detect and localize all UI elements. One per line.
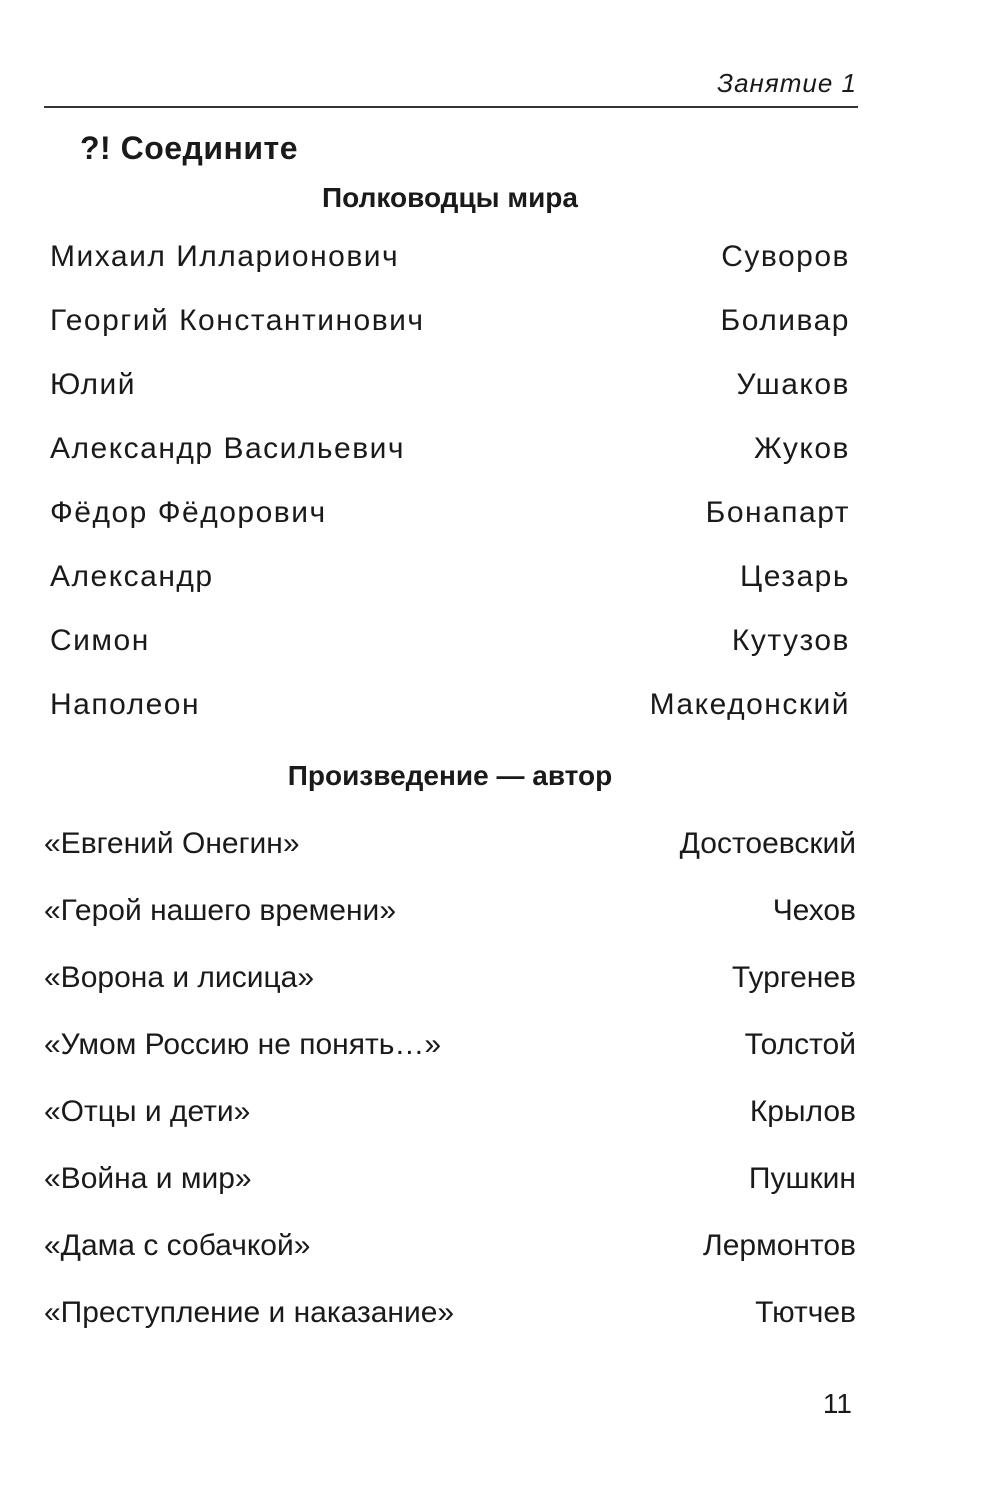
match-left-item: Юлий [50, 368, 136, 401]
match-left-item: Наполеон [50, 688, 201, 721]
match-right-item: Ушаков [736, 368, 850, 401]
match-right-item: Достоевский [679, 827, 856, 860]
header-divider [44, 106, 858, 108]
match-right-item: Боливар [720, 304, 850, 337]
match-left-item: Фёдор Фёдорович [50, 496, 327, 529]
match-left-item: «Евгений Онегин» [44, 827, 300, 860]
list-item [50, 560, 850, 600]
list-item [44, 894, 856, 934]
list-item [50, 240, 850, 280]
list-item [44, 961, 856, 1001]
list-item [50, 432, 850, 472]
list-item [44, 827, 856, 867]
list-item [50, 368, 850, 408]
list-item [44, 1229, 856, 1269]
match-right-item: Пушкин [748, 1162, 856, 1195]
list-item [44, 1296, 856, 1336]
match-right-item: Кутузов [731, 624, 850, 657]
match-left-item: Симон [50, 624, 150, 657]
match-left-item: «Дама с собачкой» [44, 1229, 311, 1262]
match-left-item: Александр Васильевич [50, 432, 406, 465]
match-left-item: «Умом Россию не понять…» [44, 1028, 442, 1061]
match-right-item: Толстой [744, 1028, 856, 1061]
list-item [50, 688, 850, 728]
section-heading-commanders: Полководцы мира [322, 182, 578, 213]
match-right-item: Тютчев [755, 1296, 856, 1329]
match-left-item: «Преступление и наказание» [44, 1296, 455, 1329]
list-item [50, 304, 850, 344]
match-right-item: Македонский [649, 688, 850, 721]
match-right-item: Цезарь [740, 560, 850, 593]
match-left-item: «Отцы и дети» [44, 1095, 251, 1128]
match-right-item: Жуков [754, 432, 850, 465]
page-number: 11 [822, 1388, 852, 1419]
list-item [44, 1162, 856, 1202]
match-left-item: «Война и мир» [44, 1162, 252, 1195]
match-left-item: Александр [50, 560, 214, 593]
match-right-item: Лермонтов [703, 1229, 856, 1262]
list-item [44, 1028, 856, 1068]
match-left-item: «Ворона и лисица» [44, 961, 314, 994]
match-right-item: Крылов [749, 1095, 856, 1128]
list-item [44, 1095, 856, 1135]
list-item [50, 624, 850, 664]
match-left-item: Георгий Константинович [50, 304, 425, 337]
task-title: ?! Соедините [80, 130, 298, 166]
list-item [50, 496, 850, 536]
match-left-item: Михаил Илларионович [50, 240, 400, 273]
section-heading-works: Произведение — автор [287, 760, 613, 791]
match-right-item: Тургенев [731, 961, 856, 994]
match-right-item: Суворов [721, 240, 850, 273]
lesson-label: Занятие 1 [717, 68, 857, 98]
match-right-item: Чехов [772, 894, 856, 927]
match-left-item: «Герой нашего времени» [44, 894, 397, 927]
match-right-item: Бонапарт [705, 496, 850, 529]
